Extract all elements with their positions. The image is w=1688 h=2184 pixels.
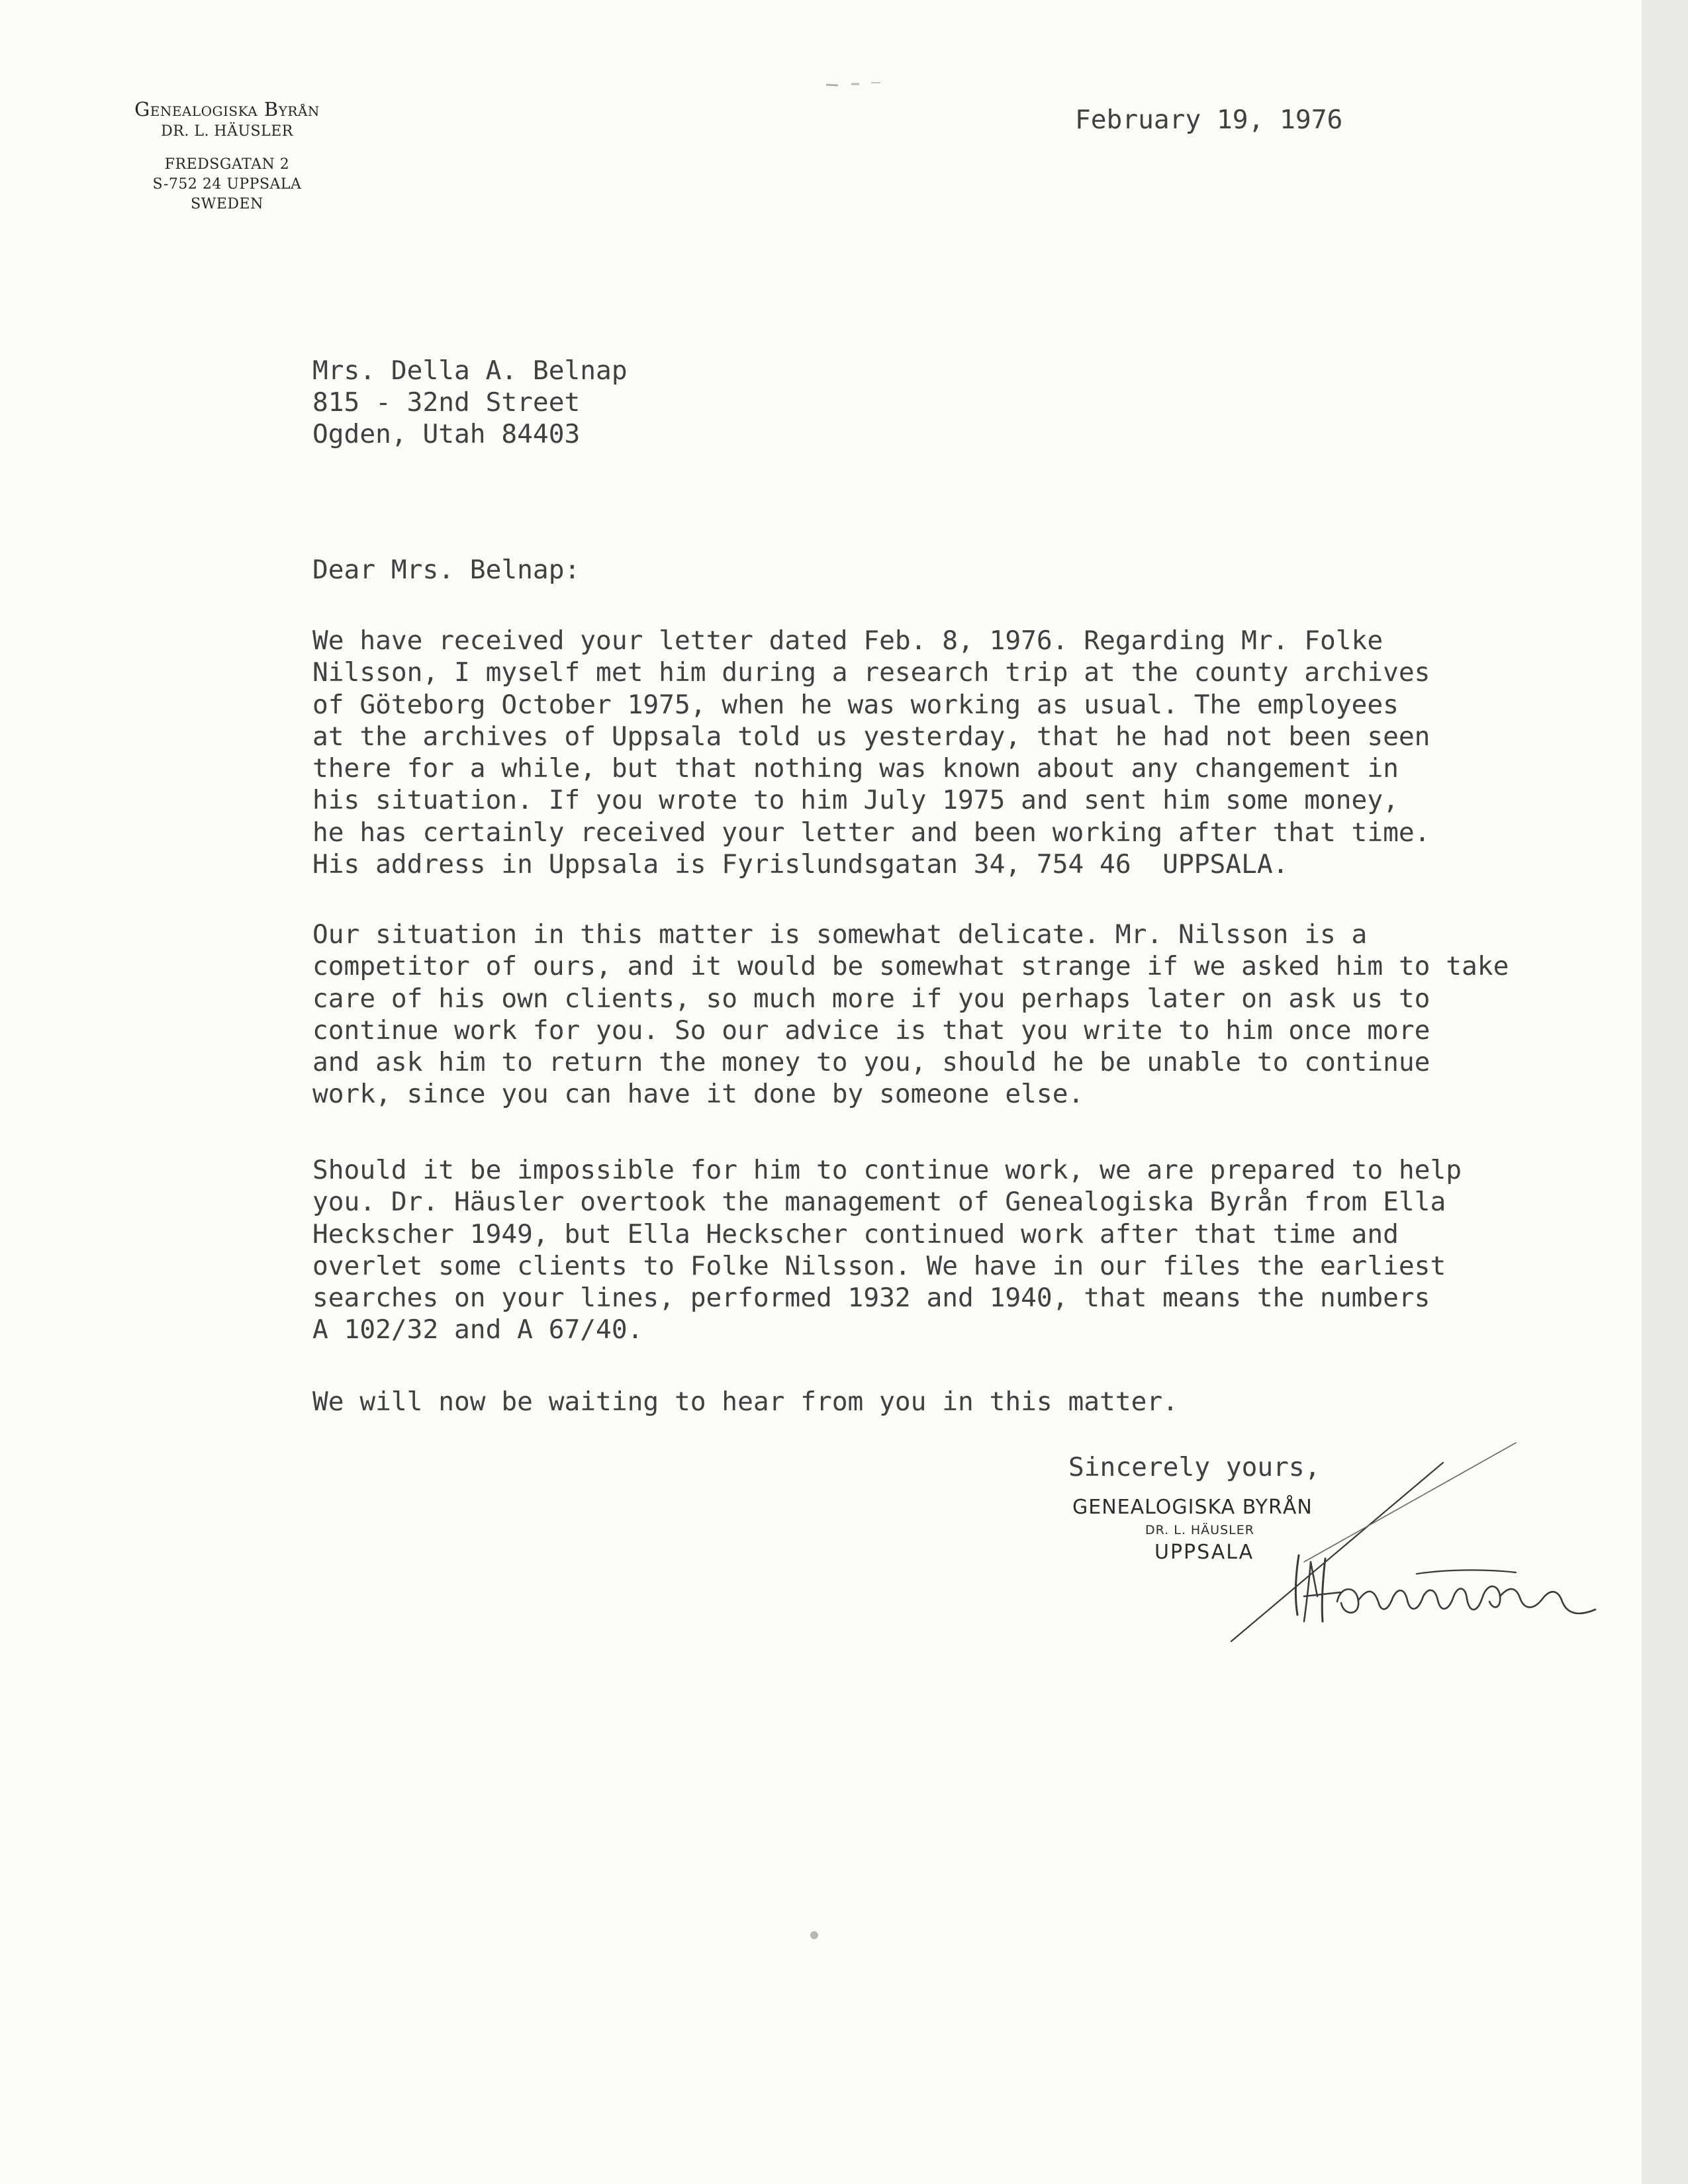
body-paragraph: Should it be impossible for him to continue work, we are prepared to help you. Dr. Häusler overtook the management of Genealogiska Byrån from Ella Heckscher 1949, but Ella Heckscher continued work after that time and overlet some clients to Folke Nilsson. We have in our files the earliest searches on your lines, performed 1932 and 1940, that means the numbers A 102/32 and A 67/40. bbox=[312, 1155, 1462, 1345]
recipient-line: Ogden, Utah 84403 bbox=[312, 419, 581, 449]
ink-smudge bbox=[825, 79, 884, 90]
letterhead bbox=[98, 97, 356, 214]
recipient-address bbox=[312, 355, 628, 450]
signature-text: Häusler bbox=[1205, 1423, 1207, 1424]
salutation: Dear Mrs. Belnap: bbox=[312, 555, 581, 585]
recipient-line: 815 - 32nd Street bbox=[312, 387, 581, 418]
stamp-city: UPPSALA bbox=[1154, 1541, 1254, 1564]
letterhead-postal: S-752 24 UPPSALA bbox=[152, 176, 302, 193]
body-paragraph: We have received your letter dated Feb. 8, 1976. Regarding Mr. Folke Nilsson, I myself met him during a research trip at the county archives of Göteborg October 1975, when he was working as usual. The employees at the archives of Uppsala told us yesterday, that he had not been seen there for a while, but that nothing was known about any changement in his situation. If you wrote to him July 1975 and sent him some money, he has certainly received your letter and been working after that time. His address in Uppsala is Fyrislundsgatan 34, 754 46 UPPSALA. bbox=[312, 625, 1430, 880]
body-paragraph: Our situation in this matter is somewhat delicate. Mr. Nilsson is a competitor of ours, and it would be somewhat strange if we asked him to take care of his own clients, so much more if you perhaps later on ask us to continue work for you. So our advice is that you write to him once more and ask him to return the money to you, should he be unable to continue work, since you can have it done by someone else. bbox=[312, 919, 1509, 1110]
handwritten-signature bbox=[1205, 1423, 1628, 1674]
scan-edge bbox=[1642, 0, 1688, 2184]
closing: Sincerely yours, bbox=[1068, 1452, 1321, 1482]
letterhead-street: FREDSGATAN 2 bbox=[164, 156, 290, 173]
body-paragraph: We will now be waiting to hear from you in this matter. bbox=[312, 1387, 1178, 1417]
paper-speck bbox=[810, 1931, 818, 1939]
stamp-org: GENEALOGISKA BYRÅN bbox=[1072, 1496, 1313, 1519]
letterhead-spacer bbox=[98, 142, 356, 155]
letterhead-country: SWEDEN bbox=[191, 196, 263, 212]
letterhead-org: Genealogiska Byrån bbox=[134, 98, 320, 120]
stamp-name: DR. L. HÄUSLER bbox=[1145, 1523, 1254, 1537]
letter-date: February 19, 1976 bbox=[1075, 105, 1343, 135]
letterhead-name: DR. L. HÄUSLER bbox=[161, 123, 293, 140]
recipient-line: Mrs. Della A. Belnap bbox=[312, 355, 628, 386]
